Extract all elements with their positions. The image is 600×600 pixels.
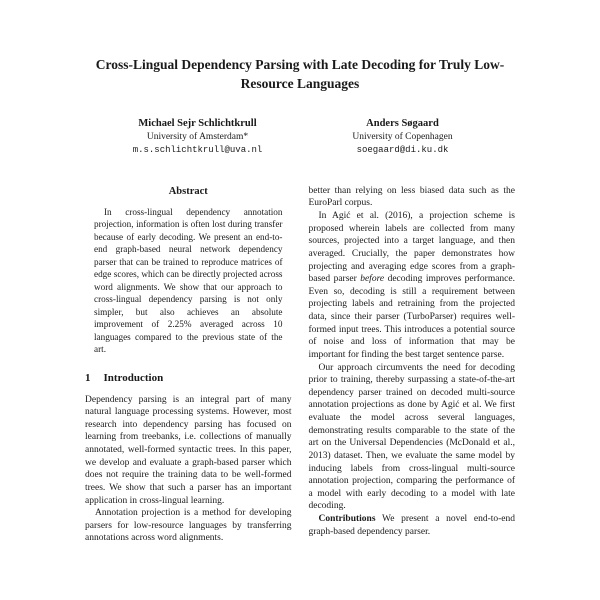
author-block-1 (95, 118, 300, 155)
section-heading-introduction (85, 371, 292, 386)
author-affiliation: University of Amsterdam* (146, 131, 249, 142)
right-paragraph-2 (309, 210, 516, 362)
right-paragraph-2-post: decoding improves performance. Even so, decoding is still a requirement between projecting labels and retraining from the projected data, since their parser (TurboParser) requires well-formed input trees. This introduces a potential source of noise and loss of information that may be important for finding the best target sentence parse. (308, 274, 515, 360)
intro-paragraph-2: Annotation projection is a method for developing parsers for low-resource languages by transferring annotations across word alignments. (85, 508, 292, 544)
contributions-text: We present a novel end-to-end graph-based dependency parser. (308, 514, 515, 537)
author-name: Michael Sejr Schlichtkrull (138, 117, 257, 129)
right-paragraph-1: better than relying on less biased data such as the EuroParl corpus. (308, 185, 515, 209)
contributions-label: Contributions (318, 514, 376, 525)
author-name: Anders Søgaard (366, 117, 439, 129)
section-title: Introduction (103, 371, 164, 384)
right-column (309, 185, 516, 545)
abstract-heading: Abstract (168, 185, 208, 197)
two-column-body (85, 185, 515, 545)
author-email: m.s.schlichtkrull@uva.nl (132, 144, 263, 155)
intro-paragraph-1: Dependency parsing is an integral part of many natural language processing systems. However, most research into dependency parsing has focused on learning from treebanks, i.e. collections of manually annotated, well-formed syntactic trees. In this paper, we develop and evaluate a graph-based parser which does not require the training data to be well-formed trees. We show that such a parser has an important application in cross-lingual learning. (85, 394, 292, 506)
right-paragraph-2-pre: In Agić et al. (2016), a projection scheme is proposed wherein labels are collected from many sources, projected into a target language, and then averaged. Crucially, the paper demonstrates how projecting and averaging edge scores from a graph-based parser (308, 211, 515, 285)
author-email: soegaard@di.ku.dk (356, 144, 449, 155)
right-paragraph-3: Our approach circumvents the need for decoding prior to training, thereby surpassing a state-of-the-art dependency parser trained on decoded multi-source annotation projections as done by Agić et al. We first evaluate the model across several languages, demonstrating results comparable to the state of the art on the Universal Dependencies (McDonald et al., 2013) dataset. Then, we evaluate the same model by inducing labels from cross-lingual multi-source annotation projection, comparing the performance of a model with early decoding to a model with late decoding. (308, 362, 515, 512)
abstract-block (85, 185, 292, 356)
contributions-paragraph (309, 513, 516, 538)
abstract-text: In cross-lingual dependency annotation projection, information is often lost during transfer because of early decoding. We present an end-to-end graph-based neural network dependency parser that can be trained to reproduce matrices of edge scores, which can be directly projected across word alignments. We show that our approach to cross-lingual dependency parsing is not only simpler, but also achieves an absolute improvement of 2.25% averaged across 10 languages compared to the previous state of the art. (94, 206, 283, 355)
author-block-2 (300, 118, 505, 155)
emphasized-word-before: before (360, 274, 385, 285)
paper-title: Cross-Lingual Dependency Parsing with Late Decoding for Truly Low-Resource Languages (95, 57, 505, 91)
author-section (95, 118, 505, 155)
left-column (85, 185, 292, 545)
section-number: 1 (85, 371, 91, 384)
author-affiliation: University of Copenhagen (352, 131, 453, 142)
